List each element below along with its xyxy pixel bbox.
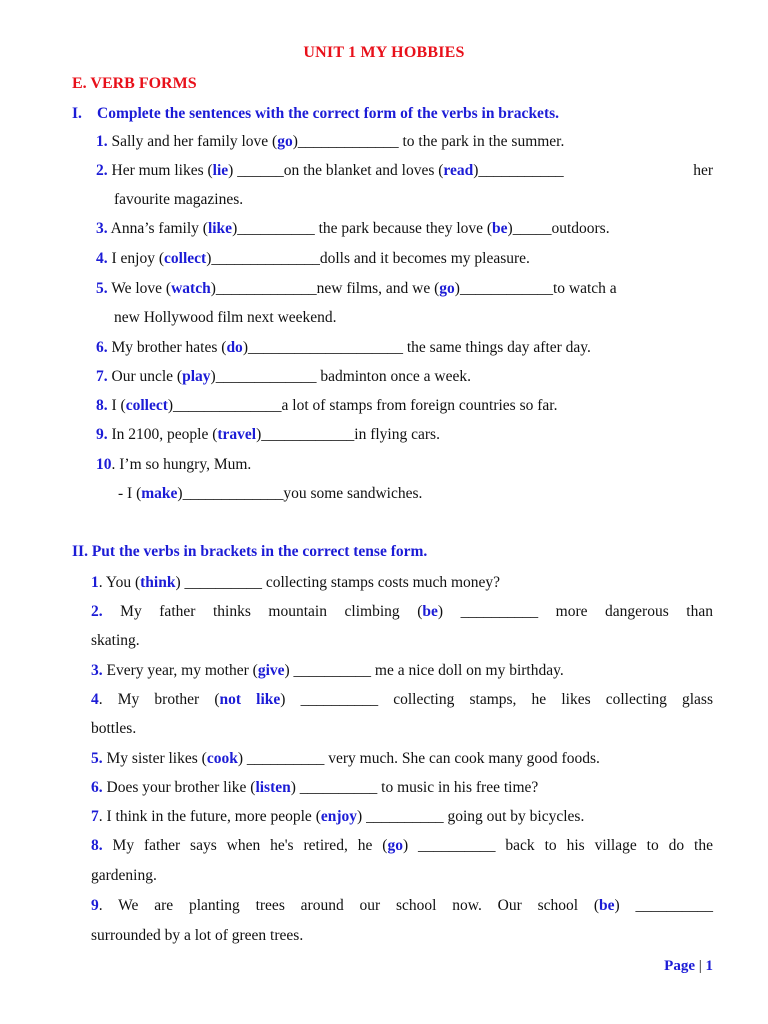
list-item-continuation: surrounded by a lot of green trees. [91, 927, 304, 944]
exercise-2-number: II. [72, 543, 88, 560]
list-item: 7. I think in the future, more people (enjoy) __________ going out by bicycles. [91, 808, 585, 825]
page-separator: | [698, 958, 702, 974]
exercise-1-instruction: Complete the sentences with the correct form of the verbs in brackets. [97, 105, 560, 122]
list-item: 6. My brother hates (do)____________________ the same things day after day. [96, 339, 591, 356]
list-item: 10. I’m so hungry, Mum. [96, 456, 252, 473]
section-heading: E. VERB FORMS [72, 75, 197, 92]
list-item: 9. We are planting trees around our school now. Our school (be) __________ [91, 897, 713, 914]
list-item: 4. My brother (not like) __________ collecting stamps, he likes collecting glass [91, 691, 713, 708]
list-item: 8. I (collect)______________a lot of stamps from foreign countries so far. [96, 397, 558, 414]
list-item: 5. We love (watch)_____________new films, and we (go)____________to watch a [96, 280, 617, 297]
list-item-continuation: gardening. [91, 867, 157, 884]
list-item: 8. My father says when he's retired, he (go) __________ back to his village to do the [91, 837, 713, 854]
list-item: 9. In 2100, people (travel)____________in flying cars. [96, 426, 440, 443]
exercise-1-title [72, 105, 559, 123]
page-label: Page [664, 958, 695, 974]
exercise-2-instruction: Put the verbs in brackets in the correct tense form. [91, 543, 428, 560]
list-item: 3. Every year, my mother (give) __________ me a nice doll on my birthday. [91, 662, 564, 679]
list-item-continuation: bottles. [91, 720, 137, 737]
list-item: 7. Our uncle (play)_____________ badminton once a week. [96, 368, 471, 385]
list-item-continuation: new Hollywood film next weekend. [114, 309, 337, 326]
list-item: 5. My sister likes (cook) __________ very much. She can cook many good foods. [91, 750, 600, 767]
exercise-1-number: I. [72, 105, 82, 122]
list-item-continuation: skating. [91, 632, 140, 649]
exercise-2-title [72, 543, 427, 561]
page-footer [664, 958, 713, 975]
list-item: 4. I enjoy (collect)______________dolls and it becomes my pleasure. [96, 250, 530, 267]
list-item-continuation: - I (make)_____________you some sandwiches. [118, 485, 423, 502]
page-title: UNIT 1 MY HOBBIES [303, 44, 465, 61]
list-item: 1. Sally and her family love (go)_____________ to the park in the summer. [96, 133, 565, 150]
list-item: 3. Anna’s family (like)__________ the park because they love (be)_____outdoors. [96, 220, 610, 237]
list-item: 1. You (think) __________ collecting stamps costs much money? [91, 574, 501, 591]
list-item: 6. Does your brother like (listen) __________ to music in his free time? [91, 779, 539, 796]
list-item: 2. My father thinks mountain climbing (be) __________ more dangerous than [91, 603, 713, 620]
page-number: 1 [705, 958, 713, 974]
list-item-continuation: favourite magazines. [114, 191, 244, 208]
list-item: 2. Her mum likes (lie) ______on the blanket and loves (read)___________ her [96, 162, 713, 179]
